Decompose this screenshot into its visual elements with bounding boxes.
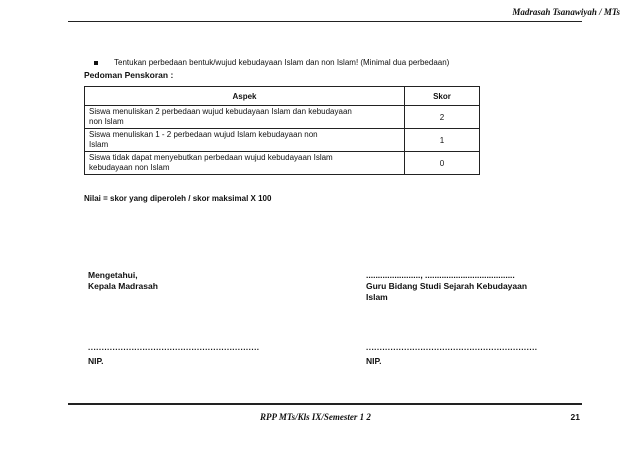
instruction-text: Tentukan perbedaan bentuk/wujud kebudayaan Islam dan non Islam! (Minimal dua perbedaan): [114, 58, 450, 67]
aspect-line: kebudayaan non Islam: [89, 163, 170, 172]
teacher-nip-label: NIP.: [366, 356, 382, 366]
aspect-line: Siswa menuliskan 1 - 2 perbedaan wujud Islam kebudayaan non: [89, 130, 318, 139]
principal-nip-label: NIP.: [88, 356, 104, 366]
column-header-aspect: Aspek: [85, 87, 405, 106]
aspect-line: Islam: [89, 140, 109, 149]
teacher-title: Guru Bidang Studi Sejarah Kebudayaan: [366, 281, 528, 291]
acknowledged-label: Mengetahui,: [88, 270, 138, 280]
principal-name-line: ...............................................................: [88, 343, 260, 352]
principal-title: Kepala Madrasah: [88, 281, 158, 291]
bullet-icon: [94, 61, 98, 65]
grade-formula: Nilai = skor yang diperoleh / skor maksimal X 100: [84, 194, 272, 203]
aspect-cell: [85, 106, 405, 129]
page-number: 21: [570, 412, 580, 422]
header-divider: [68, 21, 582, 22]
teacher-name-line: ...............................................................: [366, 343, 538, 352]
aspect-line: Siswa tidak dapat menyebutkan perbedaan wujud kebudayaan Islam: [89, 153, 333, 162]
score-cell: 2: [405, 106, 480, 129]
aspect-cell: [85, 152, 405, 175]
table-header-row: [85, 87, 480, 106]
table-row: [85, 129, 480, 152]
score-cell: 1: [405, 129, 480, 152]
footer-title: RPP MTs/Kls IX/Semester 1 2: [260, 412, 371, 422]
document-header-title: Madrasah Tsanawiyah / MTs: [512, 7, 620, 17]
teacher-title-cont: Islam: [366, 292, 388, 302]
score-cell: 0: [405, 152, 480, 175]
place-date-line: ......................., ......................................: [366, 270, 515, 280]
table-row: [85, 152, 480, 175]
teacher-signature-block: [366, 270, 556, 303]
instruction-item: [94, 58, 449, 67]
scoring-table: [84, 86, 480, 175]
column-header-score: Skor: [405, 87, 480, 106]
aspect-cell: [85, 129, 405, 152]
principal-signature-block: [88, 270, 158, 292]
aspect-line: non Islam: [89, 117, 124, 126]
table-row: [85, 106, 480, 129]
scoring-title: Pedoman Penskoran :: [84, 70, 174, 80]
footer-divider: [68, 403, 582, 405]
aspect-line: Siswa menuliskan 2 perbedaan wujud kebudayaan Islam dan kebudayaan: [89, 107, 352, 116]
